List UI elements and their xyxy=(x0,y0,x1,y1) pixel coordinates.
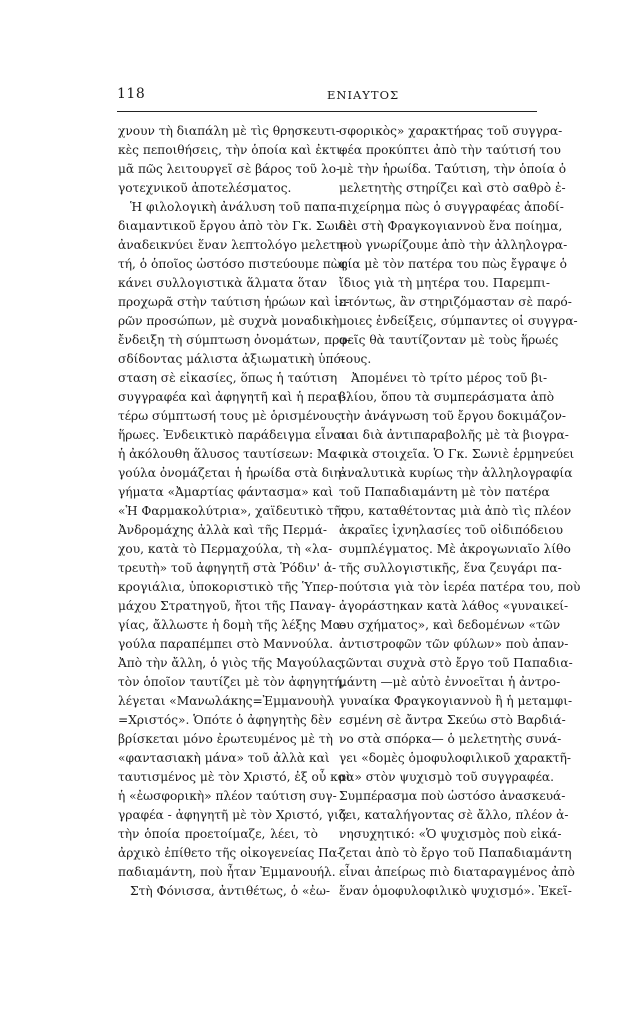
text-line: πιχείρημα πὼς ὁ συγγραφέας ἀποδί- xyxy=(339,200,564,214)
text-line: τῶνται συχνὰ στὸ ἔργο τοῦ Παπαδια- xyxy=(339,656,573,670)
text-line: γραφέα - ἀφηγητῆ μὲ τὸν Χριστό, γιὰ xyxy=(118,808,347,822)
text-line: κάνει συλλογιστικὰ ἅλματα ὅταν xyxy=(118,276,328,290)
text-line: Ἡ φιλολογικὴ ἀνάλυση τοῦ παπα- xyxy=(130,200,341,214)
text-line: «Ἡ Φαρμακολύτρια», χαϊδευτικὸ τῆς xyxy=(118,504,348,518)
text-line: ἕναν ὁμοφυλοφιλικὸ ψυχισμό». Ἐκεῖ- xyxy=(339,884,572,898)
text-line: ἀγοράστηκαν κατὰ λάθος «γυναικεί- xyxy=(339,599,569,613)
text-line: Συμπέρασμα ποὺ ὡστόσο ἀνασκευά- xyxy=(339,789,566,803)
text-line: Ἀνδρομάχης ἀλλὰ καὶ τῆς Περμά- xyxy=(118,523,327,537)
text-line: ἀκραῖες ἰχνηλασίες τοῦ οἰδιπόδειου xyxy=(339,523,564,537)
text-line: νησυχητικό: «Ὁ ψυχισμὸς ποὺ εἰκά- xyxy=(339,827,562,841)
text-line: νο στὰ σπόρκα— ὁ μελετητὴς συνά- xyxy=(339,732,562,746)
text-line: ται διὰ ἀντιπαραβολῆς μὲ τὰ βιογρα- xyxy=(339,428,569,442)
text-line: φικὰ στοιχεῖα. Ὁ Γκ. Σωνιὲ ἑρμηνεύει xyxy=(339,447,575,461)
text-line: ἔνδειξη τὴ σύμπτωση ὀνομάτων, προ- xyxy=(118,333,351,347)
text-line: τρευτὴ» τοῦ ἀφηγητῆ στὰ Ῥόδιν' ἀ- xyxy=(118,561,337,575)
text-line: ἀναδεικνύει ἕναν λεπτολόγο μελετη- xyxy=(118,238,348,252)
text-line: ταυτισμένος μὲ τὸν Χριστό, ἐξ οὗ καὶ xyxy=(118,770,351,784)
text-line: διαμαντικοῦ ἔργου ἀπὸ τὸν Γκ. Σωνιὲ xyxy=(118,219,354,233)
text-line: σδίδοντας μάλιστα ἀξιωματικὴ ὑπό- xyxy=(118,352,346,366)
text-line: εἶναι ἀπείρως πιὸ διαταραγμένος ἀπὸ xyxy=(339,865,575,879)
text-line: μάντη —μὲ αὐτὸ ἐννοεῖται ἡ ἀντρο- xyxy=(339,675,561,689)
text-line: φία μὲ τὸν πατέρα του πὼς ἔγραψε ὁ xyxy=(339,257,567,271)
text-line: τὸν ὁποῖον ταυτίζει μὲ τὸν ἀφηγητή, xyxy=(118,675,346,689)
text-line: μάχου Στρατηγοῦ, ἤτοι τῆς Παναγ- xyxy=(118,599,336,613)
text-line: προχωρᾶ στὴν ταύτιση ἡρώων καὶ ἱε- xyxy=(118,295,350,309)
text-line: τὴν ἀνάγνωση τοῦ ἔργου δοκιμάζον- xyxy=(339,409,566,423)
header-rule xyxy=(117,111,537,112)
text-line: ρῶν προσώπων, μὲ συχνὰ μοναδικὴ xyxy=(118,314,340,328)
text-line: γούλα ὀνομάζεται ἡ ἡρωίδα στὰ διη- xyxy=(118,466,346,480)
text-line: μὲ τὴν ἡρωίδα. Ταύτιση, τὴν ὁποία ὁ xyxy=(339,162,567,176)
text-line: κὲς πεποιθήσεις, τὴν ὁποία καὶ ἐκτι- xyxy=(118,143,346,157)
text-line: τοῦ Παπαδιαμάντη μὲ τὸν πατέρα xyxy=(339,485,550,499)
text-line: ἡ «ἐωσφορικὴ» πλέον ταύτιση συγ- xyxy=(118,789,337,803)
text-line: σταση σὲ εἰκασίες, ὅπως ἡ ταύτιση xyxy=(118,371,338,385)
text-line: μᾶ πῶς λειτουργεῖ σὲ βάρος τοῦ λο- xyxy=(118,162,341,176)
page-header xyxy=(117,86,537,110)
text-line: τους. xyxy=(339,352,372,366)
text-line: μελετητὴς στηρίζει καὶ στὸ σαθρὸ ἐ- xyxy=(339,181,566,195)
text-line: γήματα «Ἀμαρτίας φάντασμα» καὶ xyxy=(118,485,334,499)
text-line: χνουν τὴ διαπάλη μὲ τὶς θρησκευτι- xyxy=(118,124,340,138)
text-line: =Χριστός». Ὁπότε ὁ ἀφηγητὴς δὲν xyxy=(118,713,332,727)
text-line: εσμένη σὲ ἄντρα Σκεύω στὸ Βαρδιά- xyxy=(339,713,566,727)
text-line: «φαντασιακὴ μάνα» τοῦ ἀλλὰ καὶ xyxy=(118,751,330,765)
text-line: βρίσκεται μόνο ἐρωτευμένος μὲ τὴ xyxy=(118,732,333,746)
text-line: ζει, καταλήγοντας σὲ ἄλλο, πλέον ἀ- xyxy=(339,808,569,822)
text-line: ἥρωες. Ἐνδεικτικὸ παράδειγμα εἶναι xyxy=(118,428,347,442)
text-line: τὴν ὁποία προετοίμαζε, λέει, τὸ xyxy=(118,827,318,841)
text-line: πτόντως, ἂν στηριζόμασταν σὲ παρό- xyxy=(339,295,572,309)
text-line: γίας, ἄλλωστε ἡ δομὴ τῆς λέξης Μα- xyxy=(118,618,346,632)
text-line: Ἀπομένει τὸ τρίτο μέρος τοῦ βι- xyxy=(351,371,548,385)
text-line: πούτσια γιὰ τὸν ἱερέα πατέρα του, ποὺ xyxy=(339,580,581,594)
left-text-column xyxy=(118,120,354,901)
text-line: συγγραφέα καὶ ἀφηγητῆ καὶ ἡ περαι- xyxy=(118,390,347,404)
text-line: γει «δομὲς ὁμοφυλοφιλικοῦ χαρακτῆ- xyxy=(339,751,571,765)
text-line: του, καταθέτοντας μιὰ ἀπὸ τὶς πλέον xyxy=(339,504,572,518)
text-line: Στὴ Φόνισσα, ἀντιθέτως, ὁ «ἐω- xyxy=(130,884,330,898)
text-line: τή, ὁ ὁποῖος ὡστόσο πιστεύουμε πὼς xyxy=(118,257,348,271)
text-line: μοιες ἐνδείξεις, σύμπαντες οἱ συγγρα- xyxy=(339,314,578,328)
text-line: κρογιάλια, ὑποκοριστικὸ τῆς Ὑπερ- xyxy=(118,580,338,594)
text-line: γοτεχνικοῦ ἀποτελέσματος. xyxy=(118,181,292,195)
text-line: ζεται ἀπὸ τὸ ἔργο τοῦ Παπαδιαμάντη xyxy=(339,846,572,860)
text-line: γούλα παραπέμπει στὸ Μαννούλα. xyxy=(118,637,334,651)
text-line: φεῖς θὰ ταυτίζονταν μὲ τοὺς ἥρωές xyxy=(339,333,559,347)
text-line: δει στὴ Φραγκογιαννοὺ ἕνα ποίημα, xyxy=(339,219,563,233)
text-line: τῆς συλλογιστικῆς, ἕνα ζευγάρι πα- xyxy=(339,561,562,575)
right-text-column xyxy=(339,120,581,901)
text-line: ου σχήματος», καὶ δεδομένων «τῶν xyxy=(339,618,561,632)
text-line: ἴδιος γιὰ τὴ μητέρα του. Παρεμπι- xyxy=(339,276,550,290)
text-line: φέα προκύπτει ἀπὸ τὴν ταύτισή του xyxy=(339,143,561,157)
text-line: ἡ ἀκόλουθη ἅλυσος ταυτίσεων: Μα- xyxy=(118,447,342,461)
text-line: λέγεται «Μανωλάκης=Ἐμμανουὴλ xyxy=(118,694,335,708)
text-line: ποὺ γνωρίζουμε ἀπὸ τὴν ἀλληλογρα- xyxy=(339,238,568,252)
text-line: ἀναλυτικὰ κυρίως τὴν ἀλληλογραφία xyxy=(339,466,573,480)
running-title: ΕΝΙΑΥΤΟΣ xyxy=(327,88,400,102)
text-line: σφορικὸς» χαρακτήρας τοῦ συγγρα- xyxy=(339,124,563,138)
text-line: ἀρχικὸ ἐπίθετο τῆς οἰκογενείας Πα- xyxy=(118,846,342,860)
text-line: ρα» στὸν ψυχισμὸ τοῦ συγγραφέα. xyxy=(339,770,554,784)
text-line: χου, κατὰ τὸ Περμαχούλα, τὴ «λα- xyxy=(118,542,333,556)
text-line: Ἀπὸ τὴν ἄλλη, ὁ γιὸς τῆς Μαγούλας, xyxy=(118,656,346,670)
text-line: συμπλέγματος. Μὲ ἀκρογωνιαῖο λίθο xyxy=(339,542,571,556)
text-line: παδιαμάντη, ποὺ ἦταν Ἐμμανουήλ. xyxy=(118,865,336,879)
text-line: βλίου, ὅπου τὰ συμπεράσματα ἀπὸ xyxy=(339,390,555,404)
page-number: 118 xyxy=(117,86,146,102)
text-line: τέρω σύμπτωσή τους μὲ ὁρισμένους xyxy=(118,409,342,423)
text-line: ἀντιστροφῶν τῶν φύλων» ποὺ ἀπαν- xyxy=(339,637,569,651)
text-line: γυναίκα Φραγκογιαννοὺ ἢ ἡ μεταμφι- xyxy=(339,694,573,708)
